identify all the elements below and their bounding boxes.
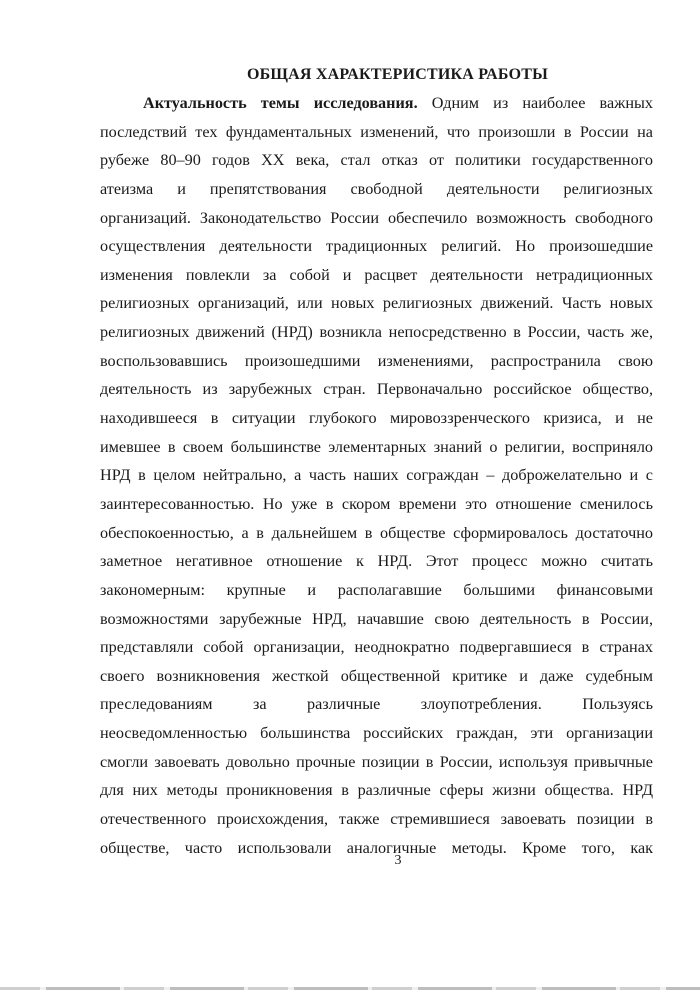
paragraph-line [100,89,653,118]
paragraph-line: находившееся в ситуации глубокого мировоззренческого кризиса, и не [100,409,653,428]
paragraph-line: воспользовавшись произошедшими изменениями, распространила свою [100,351,653,370]
page-number: 3 [394,853,402,868]
paragraph-line: возможностями зарубежные НРД, начавшие свою деятельность в России, [100,609,653,628]
paragraph-line: имевшее в своем большинстве элементарных знаний о религии, восприняло [100,437,653,456]
paragraph-line-text: Одним из наиболее важных [417,94,653,112]
paragraph-line: религиозных движений (НРД) возникла непосредственно в России, часть же, [100,323,653,342]
paragraph-line: смогли завоевать довольно прочные позиции в России, используя привычные [100,752,653,771]
paragraph-line: для них методы проникновения в различные сферы жизни общества. НРД [100,781,653,800]
paragraph-line: НРД в целом нейтрально, а часть наших сограждан – доброжелательно и с [100,466,653,485]
paragraph-line: последствий тех фундаментальных изменений, что произошли в России на [100,122,653,141]
paragraph-line: обществе, часто использовали аналогичные методы. Кроме того, как [100,838,653,857]
paragraph-line: рубеже 80–90 годов XX века, стал отказ от политики государственного [100,151,653,170]
paragraph-line: преследованиям за различные злоупотребления. Пользуясь [100,695,653,714]
lead-label: Актуальность темы исследования. [143,94,418,112]
paragraph-line: неосведомленностью большинства российских граждан, эти организации [100,724,653,743]
paragraph-line: отечественного происхождения, также стремившиеся завоевать позиции в [100,810,653,829]
paragraph-line: своего возникновения жесткой общественной критике и даже судебным [100,666,653,685]
paragraph-line: организаций. Законодательство России обеспечило возможность свободного [100,208,653,227]
paragraph-line: атеизма и препятствования свободной деятельности религиозных [100,179,653,198]
paragraph-line: изменения повлекли за собой и расцвет деятельности нетрадиционных [100,265,653,284]
paragraph-line: закономерным: крупные и располагавшие большими финансовыми [100,580,653,599]
paragraph-line: деятельность из зарубежных стран. Первоначально российское общество, [100,380,653,399]
paragraph-line: заинтересованностью. Но уже в скором времени это отношение сменилось [100,494,653,513]
section-heading-text: ОБЩАЯ ХАРАКТЕРИСТИКА РАБОТЫ [246,66,549,83]
paragraph-line: осуществления деятельности традиционных религий. Но произошедшие [100,237,653,256]
paragraph-line: заметное негативное отношение к НРД. Этот процесс можно считать [100,552,653,571]
paragraph-line: обеспокоенностью, а в дальнейшем в обществе сформировалось достаточно [100,523,653,542]
paragraph-line: представляли собой организации, неоднократно подвергавшиеся в странах [100,638,653,657]
paragraph-line: религиозных организаций, или новых религиозных движений. Часть новых [100,294,653,313]
section-heading [0,65,700,85]
body-paragraph [100,89,653,862]
